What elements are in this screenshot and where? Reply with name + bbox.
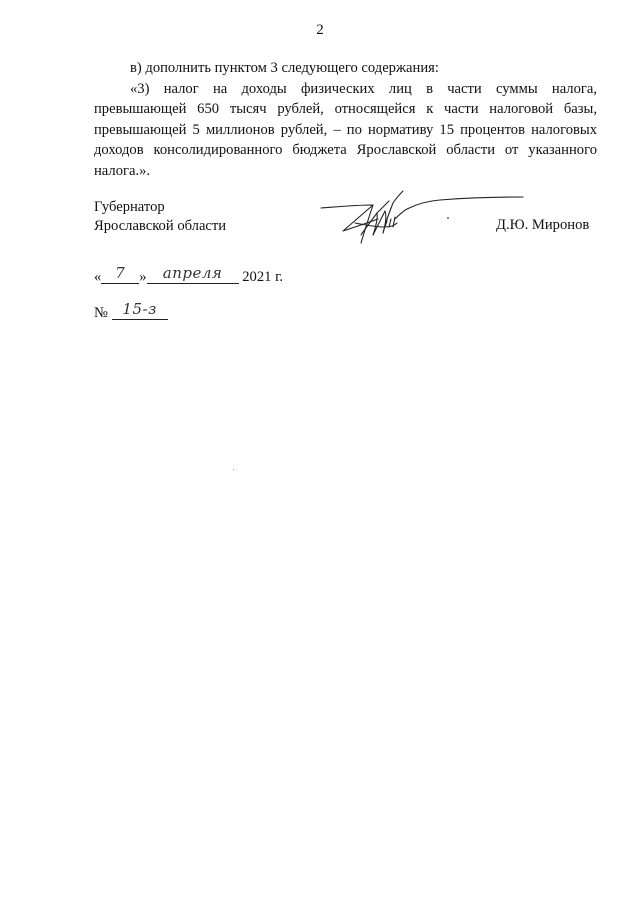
signatory-title bbox=[94, 198, 226, 236]
body-text bbox=[94, 58, 597, 181]
date-month-field bbox=[147, 264, 239, 284]
signing-date bbox=[94, 264, 284, 286]
signatory-name: Д.Ю. Миронов bbox=[496, 217, 590, 233]
number-handwritten: 15-з bbox=[122, 300, 157, 318]
number-field bbox=[112, 300, 168, 320]
date-month-handwritten: апреля bbox=[162, 264, 223, 282]
page-number: 2 bbox=[316, 22, 324, 38]
date-close-quote: » bbox=[139, 269, 147, 285]
paragraph-2: «3) налог на доходы физических лиц в части суммы налога, превышающей 650 тысяч рублей, относящейся к части налоговой базы, превышающей 5 миллионов рублей, – по нормативу 15 процентов налоговых доходов консолидированного бюджета Ярославской области от указанного налога.». bbox=[94, 80, 597, 179]
scan-speck bbox=[233, 469, 234, 470]
date-day-handwritten: 7 bbox=[115, 264, 126, 282]
date-year: 2021 г. bbox=[242, 269, 284, 285]
document-number bbox=[94, 300, 168, 322]
date-day-field bbox=[101, 264, 139, 284]
number-sign: № bbox=[94, 305, 108, 321]
signatory-title-line-2: Ярославской области bbox=[94, 218, 227, 234]
paragraph-1: в) дополнить пунктом 3 следующего содержания: bbox=[130, 60, 439, 76]
signatory-title-line-1: Губернатор bbox=[94, 199, 165, 215]
date-open-quote: « bbox=[94, 269, 102, 285]
